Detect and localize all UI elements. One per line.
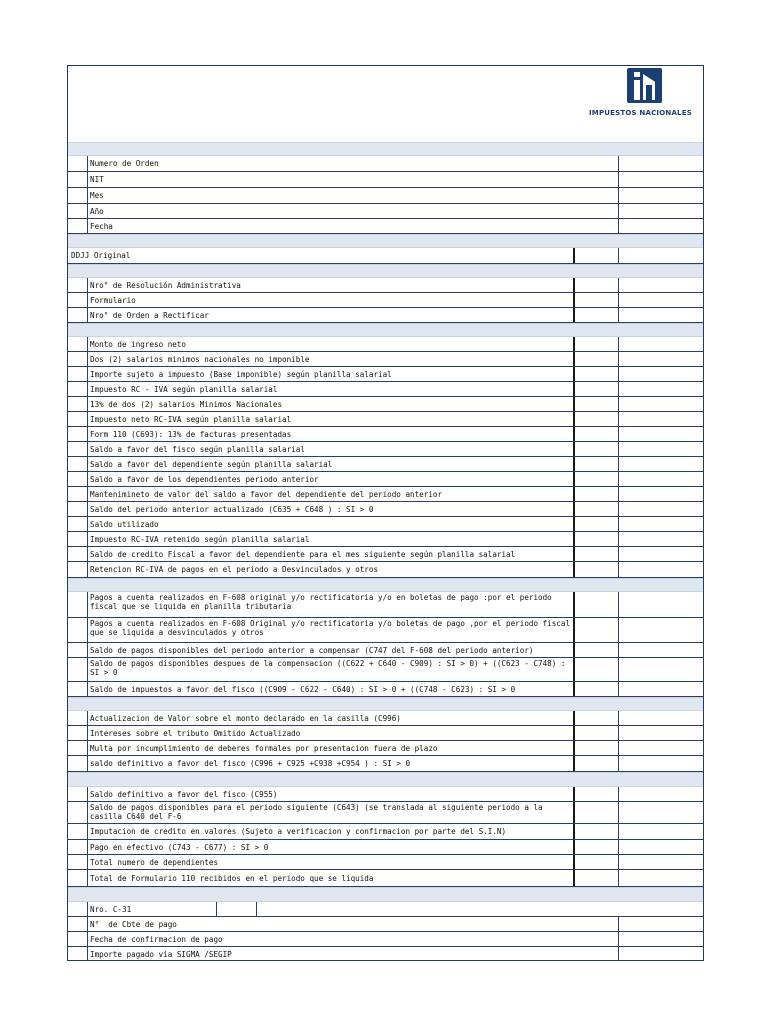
label-c31: Nro. C-31: [90, 904, 132, 914]
section-separator: [68, 323, 703, 337]
code-cell[interactable]: [573, 547, 618, 561]
row-label: Pagos a cuenta realizados en F-608 Original y/o rectificatoria y/o boletas de pago ,por el periodo fiscal que se liquida a desvinculados y otros: [90, 619, 571, 637]
table-row: [68, 802, 703, 824]
table-row: [68, 532, 703, 547]
value-cell[interactable]: [618, 397, 705, 411]
value-cell[interactable]: [618, 802, 705, 823]
tax-form: [67, 65, 704, 961]
code-cell[interactable]: [573, 352, 618, 366]
value-cell[interactable]: [618, 382, 705, 396]
label-resolucion: Nro° de Resolución Administrativa: [90, 280, 241, 290]
table-row: [68, 547, 703, 562]
ddjj-value-cell[interactable]: [618, 248, 705, 263]
value-cell[interactable]: [618, 442, 705, 456]
impuestos-nacionales-logo: [589, 68, 709, 120]
row-label: Saldo de credito Fiscal a favor del dependiente para el mes siguiente según planilla salarial: [90, 549, 516, 559]
label-numero-orden: Numero de Orden: [90, 159, 159, 168]
section-separator: [68, 142, 703, 156]
label-anio: Año: [90, 206, 104, 216]
row-label: Total numero de dependientes: [90, 857, 219, 867]
label-fecha-confirmacion: Fecha de confirmacion de pago: [90, 934, 223, 944]
value-cell[interactable]: [618, 711, 705, 725]
row-label: Intereses sobre el tributo Omitido Actualizado: [90, 728, 301, 738]
row-label: Pago en efectivo (C743 - C677) : SI > 0: [90, 842, 269, 852]
cbte-pago-cell[interactable]: [618, 917, 705, 931]
value-cell[interactable]: [618, 472, 705, 486]
table-row: [68, 741, 703, 756]
formulario-value-cell[interactable]: [618, 293, 705, 307]
value-cell[interactable]: [618, 787, 705, 801]
orden-rectificar-value-cell[interactable]: [618, 308, 705, 322]
code-cell[interactable]: [573, 487, 618, 501]
row-label: Pagos a cuenta realizados en F-608 original y/o rectificatoria y/o en boletas de pago :por el periodo fiscal que se liquida en planilla tributaria: [90, 593, 552, 611]
row-cbte-pago: [68, 917, 703, 932]
section-separator: [68, 264, 703, 278]
section-separator: [68, 887, 703, 902]
row-c31: [68, 902, 703, 917]
row-mes: [68, 188, 703, 204]
table-row: [68, 870, 703, 887]
label-importe-pagado: Importe pagado via SIGMA /SEGIP: [90, 949, 232, 959]
table-row: [68, 427, 703, 442]
value-cell[interactable]: [618, 562, 705, 577]
input-numero-orden[interactable]: [618, 156, 705, 171]
section-separator: [68, 578, 703, 592]
table-row: [68, 726, 703, 741]
code-cell[interactable]: [573, 618, 618, 642]
row-anio: [68, 204, 703, 219]
row-label: Saldo de pagos disponibles para el periodo siguiente (C643) (se translada al siguiente periodo a la casilla C640 del F-6: [90, 803, 543, 821]
table-row: [68, 682, 703, 697]
label-nit: NIT: [90, 175, 104, 184]
value-cell[interactable]: [618, 840, 705, 854]
code-cell[interactable]: [573, 726, 618, 740]
value-cell[interactable]: [618, 502, 705, 516]
ddjj-check-cell[interactable]: [573, 248, 618, 263]
row-label: Saldo de pagos disponibles despues de la compensacion ((C622 + C640 - C909) : SI > 0) + ((C623 - C748) : SI > 0: [90, 659, 566, 677]
table-row: [68, 855, 703, 870]
label-fecha: Fecha: [90, 221, 113, 231]
value-cell[interactable]: [618, 741, 705, 755]
section-separator: [68, 234, 703, 248]
code-cell[interactable]: [573, 457, 618, 471]
value-cell[interactable]: [618, 618, 705, 642]
code-cell[interactable]: [573, 337, 618, 351]
resolucion-code-cell[interactable]: [573, 278, 618, 292]
importe-pagado-cell[interactable]: [618, 947, 705, 961]
row-resolucion: [68, 278, 703, 293]
table-row: [68, 442, 703, 457]
c31-divider: [256, 902, 257, 916]
value-cell[interactable]: [618, 352, 705, 366]
table-row: [68, 787, 703, 802]
formulario-code-cell[interactable]: [573, 293, 618, 307]
row-label: Monto de ingreso neto: [90, 339, 187, 349]
table-row: [68, 840, 703, 855]
value-cell[interactable]: [618, 643, 705, 657]
row-nit: [68, 172, 703, 188]
row-label: Imputacion de credito en valores (Sujeto a verificacion y confirmacion por parte del S.I.N): [90, 827, 507, 836]
code-cell[interactable]: [573, 855, 618, 869]
orden-rectificar-code-cell[interactable]: [573, 308, 618, 322]
row-label: Saldo de impuestos a favor del fisco ((C909 - C622 - C640) : SI > 0 + ((C748 - C623) : SI > 0: [90, 684, 516, 694]
code-cell[interactable]: [573, 802, 618, 823]
row-label: Saldo de pagos disponibles del periodo anterior a compensar (C747 del F-608 del periodo anterior): [90, 645, 534, 655]
value-cell[interactable]: [618, 412, 705, 426]
code-cell[interactable]: [573, 741, 618, 755]
row-label: Retencion RC-IVA de pagos en el periodo a Desvinculados y otros: [90, 565, 379, 574]
table-row: [68, 592, 703, 618]
table-row: [68, 367, 703, 382]
value-cell[interactable]: [618, 487, 705, 501]
table-row: [68, 337, 703, 352]
row-label: Impuesto RC-IVA retenido según planilla salarial: [90, 534, 310, 544]
row-label: Saldo del periodo anterior actualizado (C635 + C648 ) : SI > 0: [90, 504, 374, 514]
value-cell[interactable]: [618, 756, 705, 771]
row-label: Saldo a favor del dependiente según planilla salarial: [90, 459, 333, 469]
value-cell[interactable]: [618, 547, 705, 561]
row-fecha-confirmacion: [68, 932, 703, 947]
row-formulario: [68, 293, 703, 308]
table-row: [68, 711, 703, 726]
code-cell[interactable]: [573, 412, 618, 426]
value-cell[interactable]: [618, 427, 705, 441]
row-label: 13% de dos (2) salarios Minimos Nacionales: [90, 399, 283, 409]
row-label: Impuesto neto RC-IVA según planilla salarial: [90, 414, 292, 424]
table-row: [68, 562, 703, 578]
code-cell[interactable]: [573, 870, 618, 886]
table-row: [68, 517, 703, 532]
row-label: Saldo utilizado: [90, 519, 159, 529]
table-row: [68, 412, 703, 427]
logo-mark-icon: [627, 68, 662, 103]
row-label: Importe sujeto a impuesto (Base imponible) según planilla salarial: [90, 369, 392, 379]
value-cell[interactable]: [618, 682, 705, 696]
table-row: [68, 397, 703, 412]
code-cell[interactable]: [573, 442, 618, 456]
row-label: Form 110 (C693): 13% de facturas presentadas: [90, 429, 292, 439]
code-cell[interactable]: [573, 682, 618, 696]
row-label: saldo definitivo a favor del fisco (C996 + C925 +C938 +C954 ) : SI > 0: [90, 759, 411, 768]
row-importe-pagado: [68, 947, 703, 961]
label-cbte-pago: N° de Cbte de pago: [90, 919, 177, 929]
input-nit[interactable]: [618, 172, 705, 187]
input-mes[interactable]: [618, 188, 705, 203]
code-cell[interactable]: [573, 658, 618, 681]
code-cell[interactable]: [573, 367, 618, 381]
code-cell[interactable]: [573, 840, 618, 854]
code-cell[interactable]: [573, 397, 618, 411]
code-cell[interactable]: [573, 756, 618, 771]
row-label: Actualizacion de Valor sobre el monto declarado en la casilla (C996): [90, 713, 401, 723]
value-cell[interactable]: [618, 870, 705, 886]
row-fecha: [68, 219, 703, 234]
input-anio[interactable]: [618, 204, 705, 218]
table-row: [68, 352, 703, 367]
code-cell[interactable]: [573, 592, 618, 617]
table-row: [68, 472, 703, 487]
table-row: [68, 824, 703, 840]
value-cell[interactable]: [618, 517, 705, 531]
section-separator: [68, 772, 703, 787]
row-label: Saldo a favor de los dependientes periodo anterior: [90, 474, 319, 484]
form-header: [68, 66, 703, 142]
row-label: Impuesto RC - IVA según planilla salarial: [90, 384, 278, 394]
input-fecha[interactable]: [618, 219, 705, 233]
code-cell[interactable]: [573, 382, 618, 396]
fecha-confirmacion-cell[interactable]: [618, 932, 705, 946]
resolucion-value-cell[interactable]: [618, 278, 705, 292]
code-cell[interactable]: [573, 532, 618, 546]
row-numero-orden: [68, 156, 703, 172]
value-cell[interactable]: [618, 855, 705, 869]
code-cell[interactable]: [573, 517, 618, 531]
c31-input-cell[interactable]: [216, 902, 256, 916]
value-cell[interactable]: [618, 337, 705, 351]
table-row: [68, 643, 703, 658]
table-row: [68, 457, 703, 472]
row-label: Dos (2) salarios minimos nacionales no imponible: [90, 354, 310, 364]
table-row: [68, 382, 703, 397]
table-row: [68, 618, 703, 643]
value-cell[interactable]: [618, 726, 705, 740]
row-label: Multa por incumplimiento de deberes formales por presentacion fuera de plazo: [90, 743, 438, 753]
section-separator: [68, 697, 703, 711]
value-cell[interactable]: [618, 658, 705, 681]
code-cell[interactable]: [573, 562, 618, 577]
code-cell[interactable]: [573, 643, 618, 657]
row-orden-rectificar: [68, 308, 703, 323]
value-cell[interactable]: [618, 824, 705, 839]
row-ddjj-original: [68, 248, 703, 264]
value-cell[interactable]: [618, 367, 705, 381]
brand-name: IMPUESTOS NACIONALES: [589, 109, 692, 117]
code-cell[interactable]: [573, 427, 618, 441]
code-cell[interactable]: [573, 711, 618, 725]
label-ddjj-original: DDJJ Original: [71, 251, 131, 260]
code-cell[interactable]: [573, 824, 618, 839]
value-cell[interactable]: [618, 592, 705, 617]
table-row: [68, 487, 703, 502]
row-label: Saldo a favor del fisco según planilla salarial: [90, 444, 305, 454]
row-label: Saldo definitivo a favor del fisco (C955): [90, 789, 278, 799]
value-cell[interactable]: [618, 532, 705, 546]
code-cell[interactable]: [573, 502, 618, 516]
table-row: [68, 502, 703, 517]
row-label: Total de Formulario 110 recibidos en el periodo que se liquida: [90, 873, 374, 883]
label-mes: Mes: [90, 191, 104, 200]
code-cell[interactable]: [573, 472, 618, 486]
code-cell[interactable]: [573, 787, 618, 801]
label-orden-rectificar: Nro° de Orden a Rectificar: [90, 310, 209, 320]
label-formulario: Formulario: [90, 295, 136, 305]
value-cell[interactable]: [618, 457, 705, 471]
table-row: [68, 658, 703, 682]
table-row: [68, 756, 703, 772]
row-label: Mantenimineto de valor del saldo a favor del dependiente del periodo anterior: [90, 489, 443, 499]
